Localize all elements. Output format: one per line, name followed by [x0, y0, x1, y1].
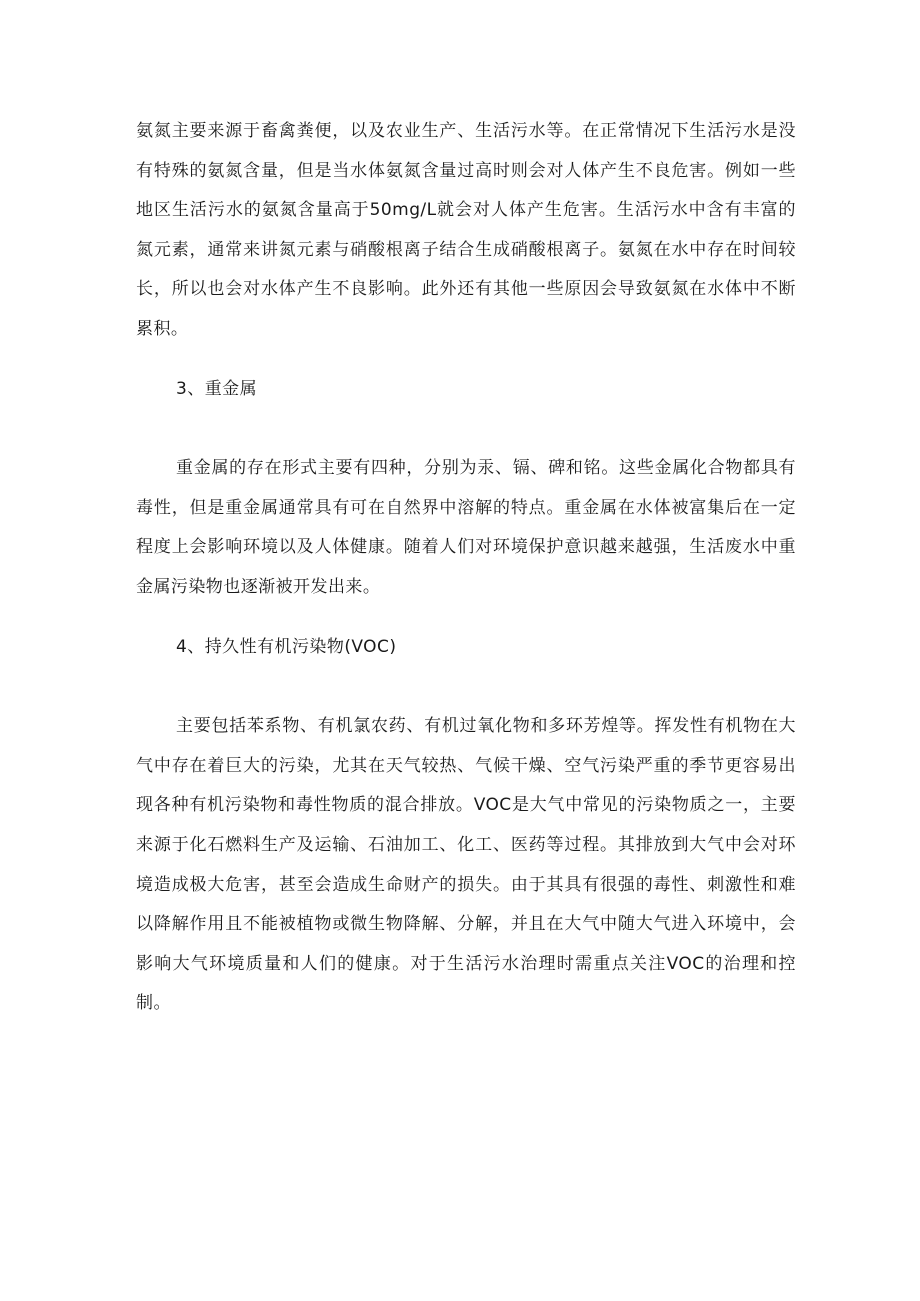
paragraph-heavy-metals: 重金属的存在形式主要有四种，分别为汞、镉、碑和铭。这些金属化合物都具有毒性，但是重金属通常具有可在自然界中溶解的特点。重金属在水体被富集后在一定程度上会影响环境以及人体健康。随着人们对环境保护意识越来越强，生活废水中重金属污染物也逐渐被开发出来。	[136, 458, 796, 597]
document-body	[136, 112, 796, 1024]
spacer	[136, 608, 796, 628]
spacer	[136, 350, 796, 370]
spacer	[136, 409, 796, 449]
section-heading-voc: 4、持久性有机污染物(VOC)	[176, 636, 397, 657]
spacer	[136, 667, 796, 707]
paragraph-ammonia-nitrogen: 氨氮主要来源于畜禽粪便，以及农业生产、生活污水等。在正常情况下生活污水是没有特殊的氨氮含量，但是当水体氨氮含量过高时则会对人体产生不良危害。例如一些地区生活污水的氨氮含量高于50mg/L就会对人体产生危害。生活污水中含有丰富的氮元素，通常来讲氮元素与硝酸根离子结合生成硝酸根离子。氨氮在水中存在时间较长，所以也会对水体产生不良影响。此外还有其他一些原因会导致氨氮在水体中不断累积。	[136, 121, 796, 339]
section-heading-heavy-metals: 3、重金属	[176, 378, 258, 399]
paragraph-voc: 主要包括苯系物、有机氯农药、有机过氧化物和多环芳煌等。挥发性有机物在大气中存在着巨大的污染，尤其在天气较热、气候干燥、空气污染严重的季节更容易出现各种有机污染物和毒性物质的混合排放。VOC是大气中常见的污染物质之一，主要来源于化石燃料生产及运输、石油加工、化工、医药等过程。其排放到大气中会对环境造成极大危害，甚至会造成生命财产的损失。由于其具有很强的毒性、刺激性和难以降解作用且不能被植物或微生物降解、分解，并且在大气中随大气进入环境中，会影响大气环境质量和人们的健康。对于生活污水治理时需重点关注VOC的治理和控制。	[136, 716, 796, 1014]
